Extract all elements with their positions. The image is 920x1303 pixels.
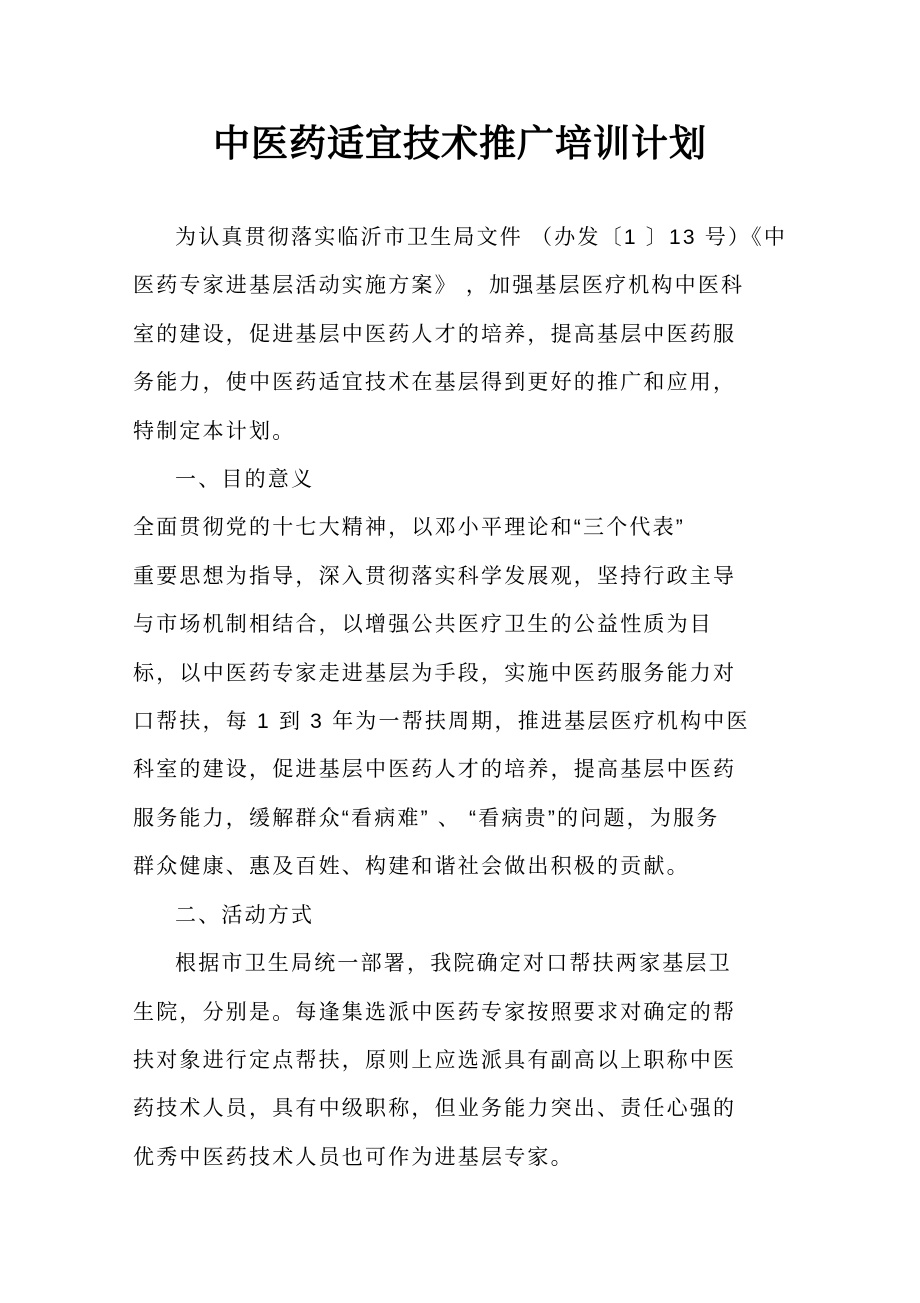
text-line: 服务能力，缓解群众“看病难” 、 “看病贵”的问题，为服务 bbox=[133, 806, 720, 830]
text-line: 室的建设，促进基层中医药人才的培养，提高基层中医药服 bbox=[133, 322, 737, 346]
text-line: 标，以中医药专家走进基层为手段，实施中医药服务能力对 bbox=[133, 661, 737, 685]
text-line: 为认真贯彻落实临沂市卫生局文件 （办发〔1 〕13 号）《中 bbox=[175, 226, 788, 249]
section-heading: 二、活动方式 bbox=[175, 903, 315, 927]
text-line: 重要思想为指导，深入贯彻落实科学发展观，坚持行政主导 bbox=[133, 564, 737, 588]
text-line: 扶对象进行定点帮扶，原则上应选派具有副高以上职称中医 bbox=[133, 1048, 737, 1072]
text-line: 生院，分别是。每逢集选派中医药专家按照要求对确定的帮 bbox=[133, 1000, 737, 1024]
text-line: 群众健康、惠及百姓、构建和谐社会做出积极的贡献。 bbox=[133, 855, 690, 879]
text-line: 全面贯彻党的十七大精神，以邓小平理论和“三个代表” bbox=[133, 516, 685, 540]
text-line: 根据市卫生局统一部署，我院确定对口帮扶两家基层卫 bbox=[175, 952, 732, 976]
text-line: 科室的建设，促进基层中医药人才的培养，提高基层中医药 bbox=[133, 758, 737, 782]
text-line: 特制定本计划。 bbox=[133, 419, 296, 443]
text-line: 口帮扶，每 1 到 3 年为一帮扶周期，推进基层医疗机构中医 bbox=[133, 710, 750, 734]
document-body bbox=[133, 214, 813, 1182]
document-title: 中医药适宜技术推广培训计划 bbox=[213, 123, 707, 164]
section-heading: 一、目的意义 bbox=[175, 468, 315, 492]
text-line: 医药专家进基层活动实施方案》 ，加强基层医疗机构中医科 bbox=[133, 274, 745, 298]
text-line: 与市场机制相结合，以增强公共医疗卫生的公益性质为目 bbox=[133, 613, 713, 637]
text-line: 优秀中医药技术人员也可作为进基层专家。 bbox=[133, 1145, 574, 1169]
text-line: 务能力，使中医药适宜技术在基层得到更好的推广和应用， bbox=[133, 371, 737, 395]
text-line: 药技术人员，具有中级职称，但业务能力突出、责任心强的 bbox=[133, 1097, 737, 1121]
